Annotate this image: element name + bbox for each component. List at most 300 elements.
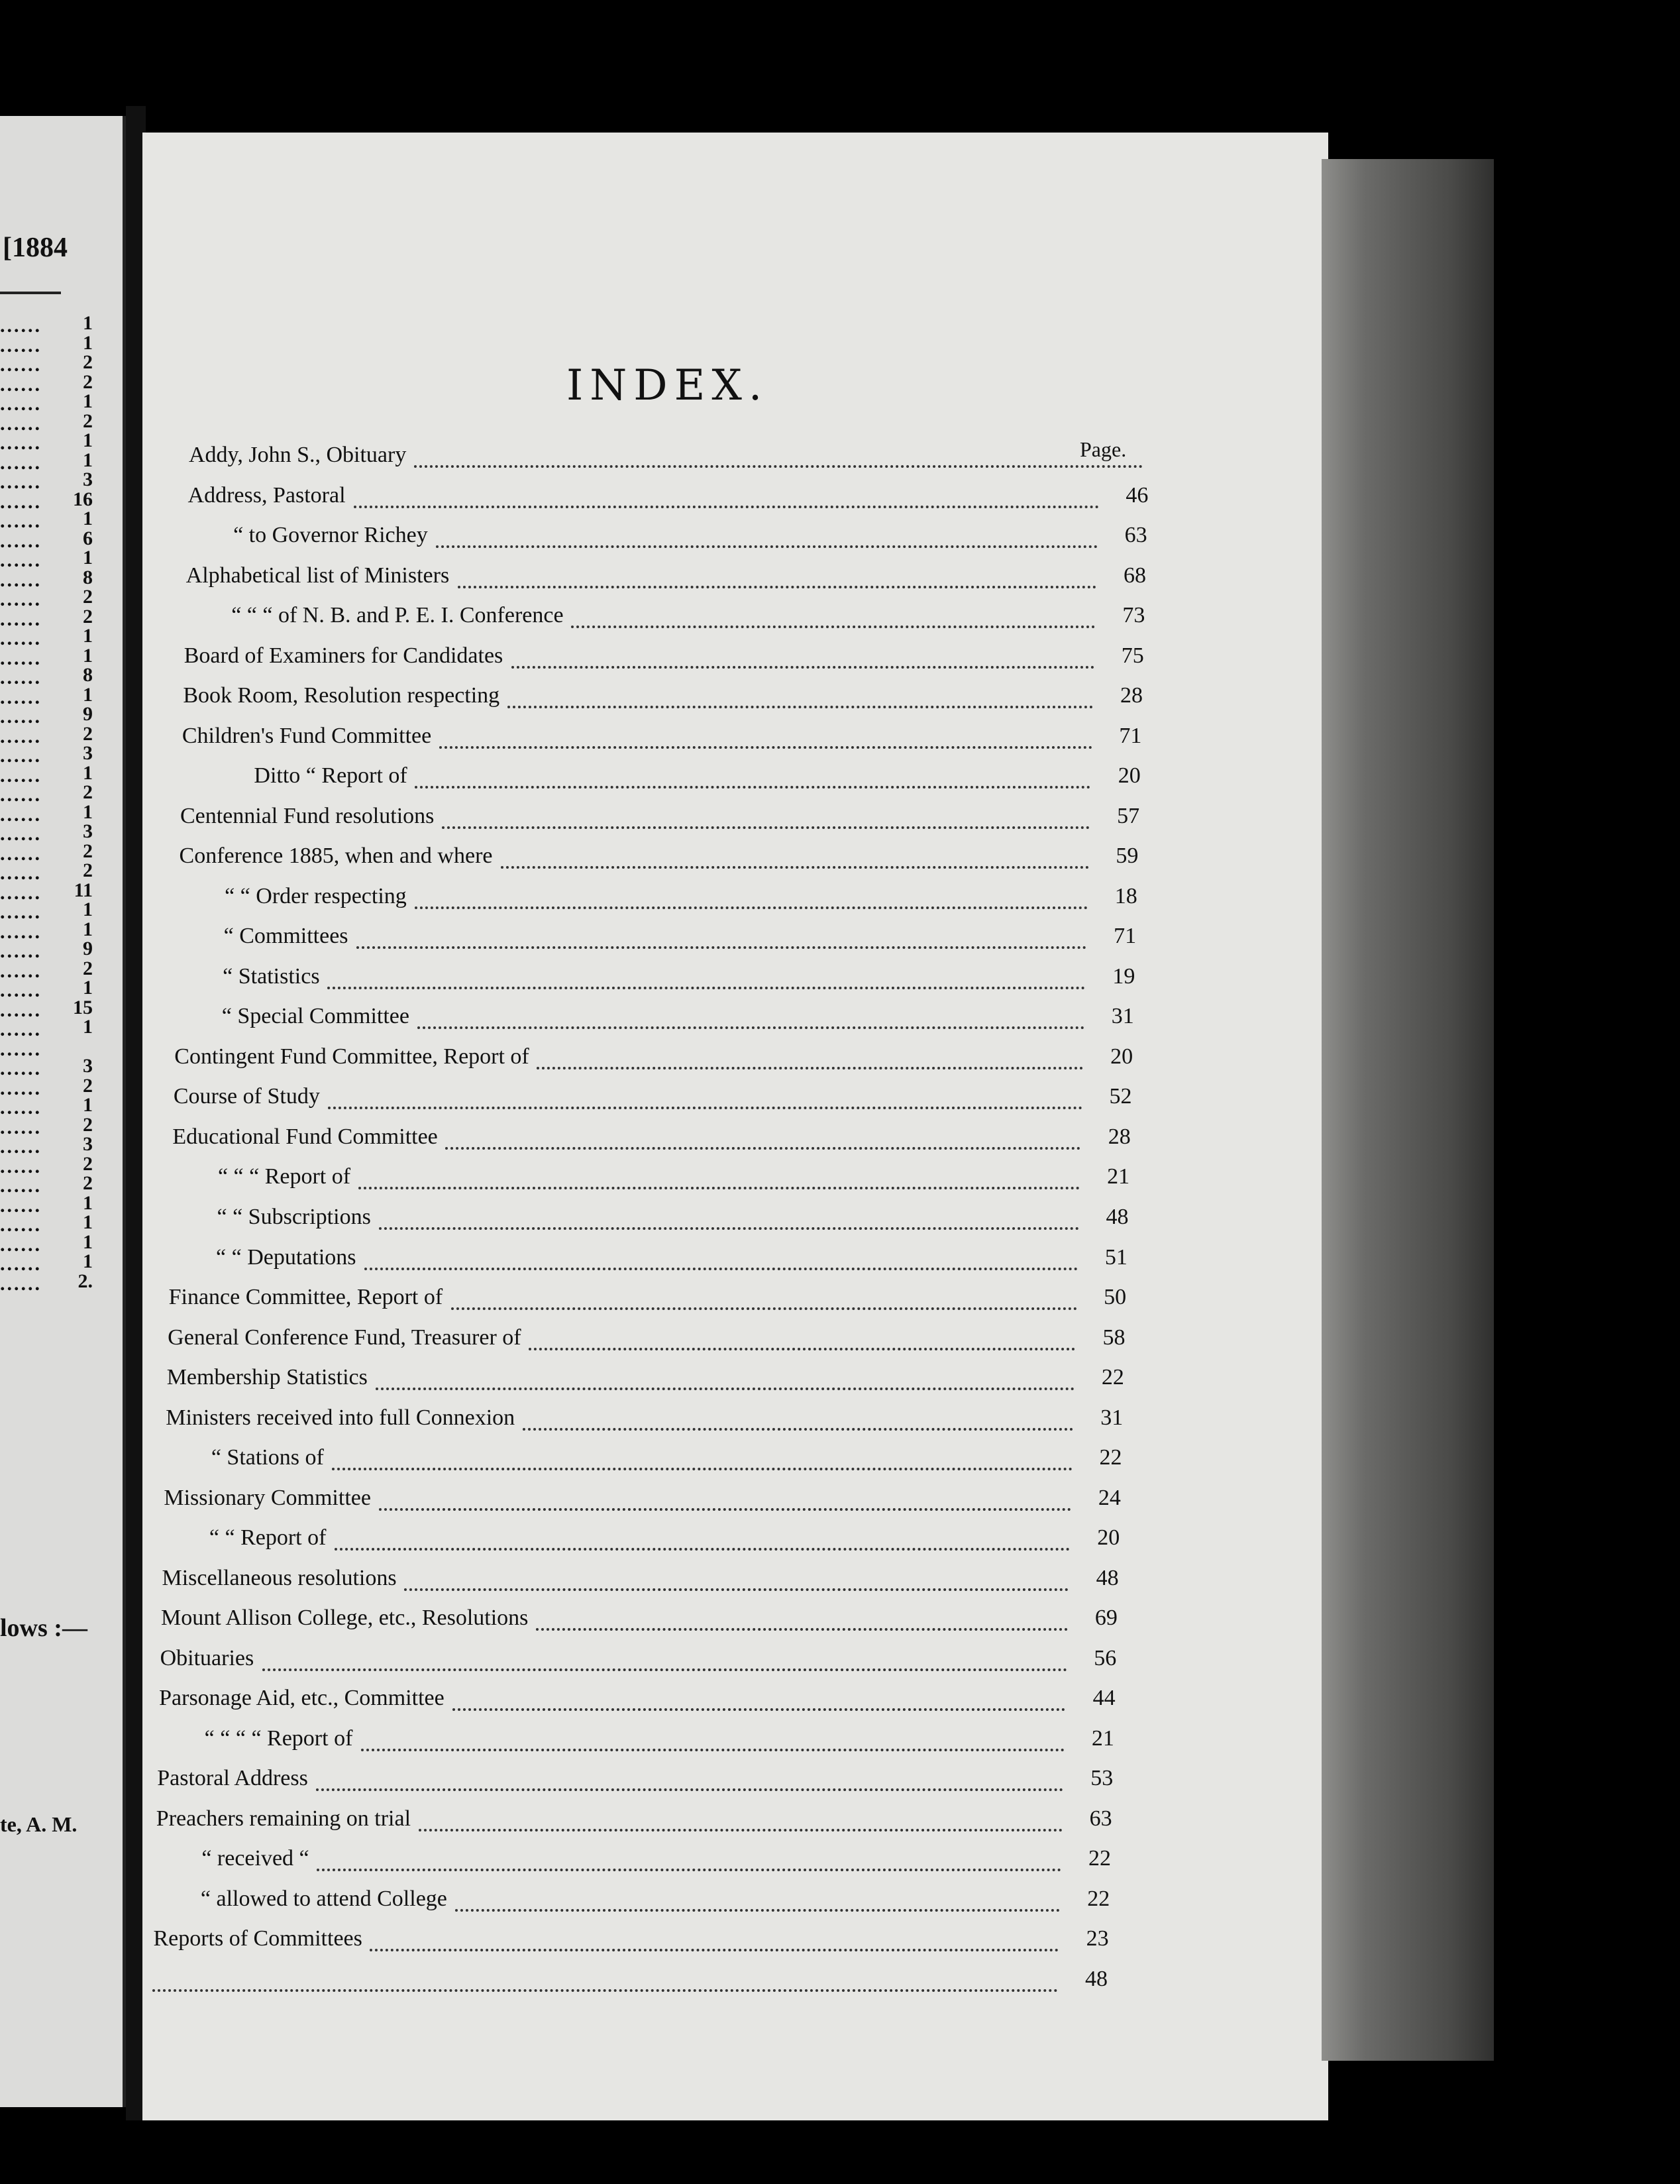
index-entry-page-number: 50	[1104, 1285, 1127, 1310]
left-page-leader: ......	[0, 803, 42, 826]
left-page-row	[0, 390, 119, 415]
left-page-number: 3	[83, 742, 93, 764]
dot-leader	[417, 1004, 1084, 1029]
left-page-number: 1	[83, 625, 93, 647]
left-page-row	[0, 312, 119, 337]
index-entry	[152, 1967, 1108, 1993]
index-entry	[161, 1606, 1118, 1632]
left-page-leader: ......	[0, 1058, 42, 1079]
left-page-leader: ......	[0, 881, 42, 904]
left-page-year: [1884	[3, 233, 68, 263]
index-entry-page-number: 58	[1102, 1325, 1126, 1350]
left-page-number: 2	[83, 840, 93, 862]
page-stack-edge	[1322, 159, 1494, 2061]
dot-leader	[415, 763, 1090, 789]
index-entry-page-number: 44	[1092, 1686, 1116, 1711]
index-entry	[209, 1525, 1120, 1552]
index-entry-page-number: 22	[1099, 1445, 1122, 1470]
left-page-row	[0, 879, 119, 904]
left-page-row	[0, 918, 119, 943]
index-entry-label: Finance Committee, Report of	[168, 1285, 443, 1310]
dot-leader	[458, 563, 1096, 588]
left-page-leader: ......	[0, 823, 42, 845]
index-entry	[211, 1445, 1122, 1472]
left-page-row	[0, 351, 119, 376]
left-page-number: 1	[83, 1211, 93, 1233]
dot-leader	[523, 1405, 1073, 1431]
left-page-row	[0, 588, 119, 608]
index-entry	[183, 683, 1143, 710]
left-page-leader: ......	[0, 588, 42, 610]
left-page-row	[0, 1250, 119, 1275]
index-entry-page-number: 20	[1110, 1044, 1133, 1069]
left-page-number: 15	[73, 996, 93, 1018]
index-entry-page-number: 19	[1112, 963, 1135, 989]
left-page-number: 2	[83, 586, 93, 608]
index-entry-page-number: 20	[1097, 1525, 1120, 1551]
index-entry	[222, 1004, 1134, 1030]
left-page-number: 3	[83, 820, 93, 842]
dot-leader	[501, 844, 1089, 869]
left-page-row	[0, 1230, 119, 1256]
index-entry-page-number: 48	[1106, 1205, 1129, 1229]
index-entry-page-number: 59	[1116, 844, 1139, 869]
index-entry-label: Educational Fund Committee	[172, 1124, 438, 1149]
left-page-number: 3	[83, 468, 93, 490]
index-entry-label: Contingent Fund Committee, Report of	[174, 1044, 529, 1069]
left-page-number: 2	[83, 351, 93, 373]
index-entry-label: “ Statistics	[223, 963, 320, 989]
index-entry	[254, 763, 1140, 790]
left-page-number: 1	[83, 644, 93, 667]
index-entry-label: Alphabetical list of Ministers	[185, 563, 450, 588]
index-entry	[201, 1886, 1110, 1913]
left-page-row	[0, 1074, 119, 1099]
index-entry-label: Miscellaneous resolutions	[162, 1565, 397, 1590]
left-page-leader: ......	[0, 373, 42, 396]
index-entry-page-number: 18	[1114, 883, 1137, 908]
index-entry-label: “ “ “ Report of	[217, 1164, 351, 1189]
index-entry-page-number: 24	[1098, 1485, 1121, 1510]
index-entry-label: Course of Study	[173, 1084, 320, 1109]
left-page-row	[0, 449, 119, 474]
left-page-row	[0, 996, 119, 1021]
index-entry	[180, 844, 1139, 870]
left-page-row	[0, 781, 119, 806]
index-entry-page-number: 71	[1119, 723, 1142, 748]
left-page-row	[0, 1133, 119, 1158]
dot-leader	[455, 1886, 1060, 1912]
left-page-row	[0, 1094, 119, 1119]
left-page-number: 1	[83, 800, 93, 823]
left-page-number: 2	[83, 1152, 93, 1175]
index-entry-page-number: 20	[1118, 763, 1141, 789]
index-entry-page-number: 63	[1124, 523, 1147, 548]
index-entry-label: Membership Statistics	[166, 1365, 368, 1390]
left-page-number: 1	[83, 1094, 93, 1116]
left-page-row	[0, 1055, 119, 1079]
dot-leader	[404, 1566, 1069, 1591]
index-entry-page-number: 68	[1124, 563, 1147, 588]
dot-leader	[358, 1164, 1080, 1189]
left-page-leader: ......	[0, 901, 42, 923]
left-page-row	[0, 410, 119, 435]
index-entry-page-number: 48	[1096, 1565, 1119, 1590]
index-entry-page-number: 23	[1086, 1926, 1109, 1951]
left-page-number: 9	[83, 938, 93, 959]
left-page-number: 1	[83, 1250, 93, 1272]
dot-leader	[537, 1044, 1083, 1069]
index-entry	[217, 1205, 1129, 1231]
index-entry	[160, 1646, 1117, 1672]
index-entry-label: Pastoral Address	[157, 1766, 308, 1791]
left-page-number: 1	[83, 1230, 93, 1253]
index-entry-page-number: 22	[1101, 1365, 1124, 1390]
left-page-number: 2	[83, 1074, 93, 1097]
dot-leader	[364, 1245, 1078, 1270]
left-page-row	[0, 1270, 119, 1295]
index-entry-label: Book Room, Resolution respecting	[183, 683, 500, 708]
left-page-row	[0, 901, 119, 921]
index-entry-label: “ “ Subscriptions	[217, 1205, 371, 1229]
left-page-number: 8	[83, 566, 93, 588]
dot-leader	[414, 443, 1143, 468]
left-page-leader: ......	[0, 529, 42, 552]
left-page-leader: ......	[0, 667, 42, 688]
index-entry-page-number: 22	[1088, 1846, 1111, 1871]
dot-leader	[354, 483, 1099, 508]
left-page-number: 1	[83, 449, 93, 471]
left-page-row	[0, 488, 119, 513]
left-page-leader: ......	[0, 725, 42, 747]
left-page-row	[0, 429, 119, 454]
left-page-leader: ......	[0, 393, 42, 415]
dot-leader	[316, 1766, 1063, 1791]
left-page-number: 1	[83, 508, 93, 529]
left-page-leader: ......	[0, 1272, 42, 1295]
dot-leader	[152, 1967, 1058, 1992]
left-page-row	[0, 605, 119, 630]
left-page-leader: ......	[0, 1077, 42, 1099]
index-entry-page-number: 21	[1091, 1725, 1114, 1751]
index-entry-page-number: 57	[1117, 803, 1140, 828]
index-entry	[172, 1124, 1130, 1151]
index-entry	[180, 804, 1139, 830]
left-page-row	[0, 1018, 119, 1038]
left-page-leader: ......	[0, 764, 42, 787]
index-entry-label: Conference 1885, when and where	[179, 844, 493, 869]
left-page-number: 1	[83, 761, 93, 784]
index-entry	[218, 1164, 1129, 1191]
left-page-number: 1	[83, 977, 93, 999]
left-page-leader: ......	[0, 1018, 42, 1040]
left-page-number: 6	[83, 527, 93, 549]
dot-leader	[451, 1285, 1077, 1310]
left-page-number: 1	[83, 1191, 93, 1214]
dot-leader	[445, 1124, 1080, 1150]
left-page-number: 2	[83, 410, 93, 432]
left-page-row	[0, 370, 119, 396]
index-entry-label: “ to Governor Richey	[233, 523, 428, 548]
dot-leader	[328, 1084, 1082, 1109]
index-entry-label: “ Special Committee	[221, 1004, 409, 1029]
left-page-row	[0, 703, 119, 728]
left-page-number: 1	[83, 899, 93, 920]
index-entry-page-number: 52	[1109, 1084, 1132, 1109]
dot-leader	[436, 523, 1098, 548]
dot-leader	[262, 1646, 1067, 1671]
dot-leader	[356, 924, 1086, 949]
left-page-row	[0, 840, 119, 865]
left-page-number: 1	[83, 547, 93, 569]
index-entry	[153, 1926, 1108, 1953]
index-entry-page-number: 53	[1090, 1766, 1114, 1791]
dot-leader	[376, 1365, 1075, 1390]
left-page-fragment-am: te, A. M.	[0, 1812, 78, 1836]
left-page-row	[0, 644, 119, 669]
dot-leader	[452, 1686, 1065, 1711]
left-page-number: 2	[83, 722, 93, 745]
index-entry-page-number: 75	[1121, 643, 1144, 668]
dot-leader	[529, 1325, 1075, 1350]
left-page-row	[0, 527, 119, 552]
left-page-number: 2	[83, 859, 93, 881]
dot-leader	[327, 964, 1085, 989]
left-page-row	[0, 510, 119, 530]
left-page-number: 2	[83, 781, 93, 803]
left-page-number: 11	[74, 879, 93, 901]
left-facing-page	[0, 116, 127, 2107]
left-page-row	[0, 1038, 119, 1058]
index-entry-page-number: 21	[1107, 1164, 1130, 1189]
left-page-row	[0, 1152, 119, 1177]
left-page-leader: ......	[0, 979, 42, 1001]
index-entry-label: “ “ Report of	[209, 1525, 327, 1551]
dot-leader	[439, 724, 1092, 749]
left-page-leader: ......	[0, 354, 42, 376]
index-entry	[189, 443, 1149, 469]
left-page-leader: ......	[0, 510, 42, 532]
index-entry-page-number: 31	[1111, 1004, 1134, 1029]
index-entry	[156, 1806, 1112, 1833]
left-page-number: 1	[83, 429, 93, 451]
index-entry-page-number: 28	[1108, 1124, 1131, 1149]
left-page-row	[0, 722, 119, 747]
left-page-leader: ......	[0, 549, 42, 571]
left-page-leader: ......	[0, 412, 42, 435]
index-title: INDEX.	[566, 361, 769, 410]
index-entry-label: “ allowed to attend College	[200, 1886, 447, 1911]
index-entry-page-number: 48	[1085, 1967, 1108, 1991]
left-page-number: 2	[83, 370, 93, 393]
index-entry-page-number: 51	[1104, 1244, 1128, 1270]
index-entry-page-number: 22	[1087, 1886, 1110, 1911]
index-entry-label: Missionary Committee	[164, 1485, 371, 1510]
left-page-row	[0, 549, 119, 569]
index-entry-label: Ditto “ Report of	[254, 763, 407, 789]
left-page-number: 8	[83, 664, 93, 686]
left-page-number: 1	[83, 390, 93, 412]
index-entry-label: Mount Allison College, etc., Resolutions	[161, 1606, 529, 1631]
index-entry	[225, 884, 1137, 910]
index-entry-label: “ “ “ “ Report of	[204, 1725, 353, 1751]
left-page-leader: ......	[0, 1194, 42, 1217]
left-page-row	[0, 1113, 119, 1138]
index-entry-label: Centennial Fund resolutions	[180, 803, 435, 828]
index-entry	[182, 724, 1142, 750]
index-entry	[169, 1285, 1127, 1311]
index-entry-label: Ministers received into full Connexion	[166, 1405, 515, 1430]
left-page-leader: ......	[0, 920, 42, 943]
dot-leader	[379, 1486, 1071, 1511]
left-page-leader: ......	[0, 1116, 42, 1138]
left-page-number: 2	[83, 1172, 93, 1194]
left-page-row	[0, 979, 119, 999]
left-page-row	[0, 820, 119, 845]
index-entry	[216, 1245, 1128, 1272]
left-page-leader: ......	[0, 1253, 42, 1275]
left-page-number: 16	[73, 488, 93, 510]
dot-leader	[361, 1726, 1065, 1751]
left-page-leader: ......	[0, 745, 42, 767]
left-page-leader: ......	[0, 999, 42, 1021]
left-page-leader: ......	[0, 432, 42, 454]
index-entry-page-number: 73	[1122, 603, 1145, 628]
left-page-row	[0, 331, 119, 356]
left-page-leader: ......	[0, 1155, 42, 1177]
dot-leader	[335, 1525, 1070, 1551]
index-entry	[168, 1325, 1125, 1352]
dot-leader	[511, 643, 1094, 669]
index-entry-label: “ received “	[201, 1846, 309, 1871]
left-page-leader: ......	[0, 1214, 42, 1236]
left-page-leader: ......	[0, 784, 42, 806]
dot-leader	[536, 1606, 1068, 1631]
dot-leader	[507, 683, 1093, 708]
left-page-number: 2	[83, 957, 93, 979]
index-entry-page-number: 63	[1089, 1806, 1112, 1831]
left-page-leader: ......	[0, 706, 42, 728]
left-page-number: 2	[83, 605, 93, 628]
left-page-leader: ......	[0, 862, 42, 884]
index-entry-label: Reports of Committees	[153, 1926, 362, 1951]
index-entry	[233, 523, 1147, 549]
left-page-number: 3	[83, 1055, 93, 1077]
left-page-row	[0, 1172, 119, 1197]
left-page-leader: ......	[0, 647, 42, 669]
dot-leader	[317, 1846, 1061, 1871]
left-page-row	[0, 683, 119, 708]
left-page-number: 1	[83, 683, 93, 706]
index-entry	[162, 1566, 1118, 1592]
index-entry	[231, 603, 1145, 629]
left-page-row	[0, 940, 119, 960]
left-page-leader: ......	[0, 959, 42, 982]
index-entry-label: Preachers remaining on trial	[156, 1806, 411, 1831]
index-entry	[157, 1766, 1113, 1792]
index-entry	[184, 643, 1144, 670]
left-page-number: 1	[83, 1016, 93, 1038]
left-page-rule	[0, 292, 61, 294]
index-entry	[186, 563, 1146, 590]
left-page-number: 3	[83, 1133, 93, 1155]
index-entry-label: Obituaries	[160, 1645, 254, 1670]
index-entry-label: Children's Fund Committee	[182, 723, 432, 748]
index-entry-label: “ “ Order respecting	[225, 883, 407, 908]
index-entry-page-number: 31	[1100, 1405, 1124, 1430]
left-page-row	[0, 468, 119, 493]
left-page-row	[0, 1211, 119, 1236]
left-page-leader: ......	[0, 1175, 42, 1197]
left-page-row	[0, 566, 119, 591]
left-page-row	[0, 742, 119, 767]
left-page-row	[0, 800, 119, 826]
left-page-row	[0, 859, 119, 884]
left-page-leader: ......	[0, 490, 42, 513]
left-page-row	[0, 761, 119, 787]
index-entry	[166, 1405, 1123, 1432]
index-entry-label: “ Stations of	[211, 1445, 324, 1470]
left-page-leader: ......	[0, 608, 42, 630]
left-page-leader: ......	[0, 451, 42, 474]
page-column-header: Page.	[1080, 437, 1127, 461]
left-page-number: 2	[83, 1113, 93, 1136]
dot-leader	[442, 804, 1090, 829]
index-entry-label: “ “ Deputations	[216, 1244, 356, 1270]
left-page-leader: ......	[0, 940, 42, 962]
index-entry-label: General Conference Fund, Treasurer of	[168, 1325, 521, 1350]
left-page-number: 9	[83, 703, 93, 725]
left-page-row	[0, 625, 119, 649]
index-entry-page-number: 46	[1126, 482, 1149, 508]
dot-leader	[415, 884, 1088, 909]
index-entry-label: Addy, John S., Obituary	[189, 443, 407, 467]
left-page-leader: ......	[0, 1038, 42, 1060]
dot-leader	[571, 603, 1095, 628]
index-entry-page-number: 28	[1120, 683, 1143, 708]
index-entry-page-number: 69	[1094, 1606, 1118, 1631]
index-entry	[167, 1365, 1124, 1392]
left-page-leader: ......	[0, 1233, 42, 1256]
left-page-row	[0, 957, 119, 982]
index-entry-label: Address, Pastoral	[187, 482, 346, 508]
left-page-number: 1	[83, 331, 93, 354]
index-entry-label: Parsonage Aid, etc., Committee	[159, 1686, 445, 1711]
dot-leader	[370, 1926, 1059, 1951]
left-page-leader: ......	[0, 1097, 42, 1119]
dot-leader	[332, 1445, 1073, 1470]
left-page-leader: ......	[0, 842, 42, 865]
index-entry-label: Board of Examiners for Candidates	[184, 643, 503, 668]
index-entry	[188, 483, 1149, 510]
left-page-leader: ......	[0, 315, 42, 337]
left-page-number: 2.	[78, 1270, 93, 1292]
left-page-fragment-lows: lows :—	[0, 1614, 87, 1642]
index-entry	[205, 1726, 1114, 1753]
index-entry	[174, 1044, 1133, 1071]
left-page-leader: ......	[0, 334, 42, 356]
index-entry	[224, 924, 1136, 950]
left-page-leader: ......	[0, 1136, 42, 1158]
index-entry	[201, 1846, 1111, 1873]
index-entry	[223, 964, 1135, 991]
index-entry-page-number: 71	[1114, 924, 1137, 949]
index-entry	[164, 1486, 1121, 1512]
left-page-number: 1	[83, 312, 93, 334]
left-page-leader: ......	[0, 569, 42, 591]
left-page-number-column	[0, 312, 119, 1295]
dot-leader	[419, 1806, 1063, 1831]
